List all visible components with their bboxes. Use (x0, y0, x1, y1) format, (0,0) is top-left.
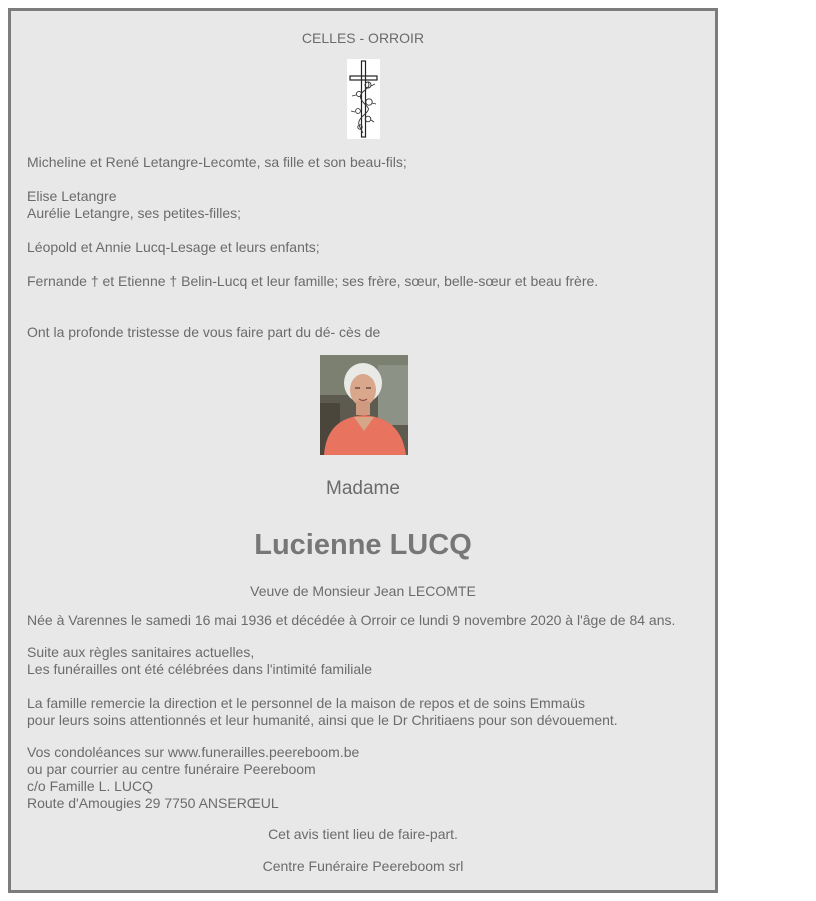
condolences-address: Route d'Amougies 29 7750 ANSERŒUL (27, 795, 279, 811)
family-brother-line: Léopold et Annie Lucq-Lesage et leurs enfants; (27, 239, 320, 255)
deceased-photo (320, 355, 408, 455)
obituary-card (8, 8, 718, 893)
cross-with-roses-icon (347, 59, 380, 139)
funeral-line: Suite aux règles sanitaires actuelles, (27, 644, 255, 660)
funeral-line: Les funérailles ont été célébrées dans l'intimité familiale (27, 661, 373, 677)
announcement-text: Ont la profonde tristesse de vous faire part du dé- cès de (27, 324, 381, 340)
place-heading: CELLES - ORROIR (301, 30, 425, 46)
family-daughter-line: Micheline et René Letangre-Lecomte, sa fille et son beau-fils; (27, 154, 407, 170)
family-siblings-line: Fernande † et Etienne † Belin-Lucq et leur famille; ses frère, sœur, belle-sœur et beau frère. (27, 273, 599, 289)
deceased-name: Lucienne LUCQ (254, 529, 472, 561)
thanks-line: pour leurs soins attentionnés et leur humanité, ainsi que le Dr Chritiaens pour son dévouement. (27, 712, 618, 728)
birth-death-dates: Née à Varennes le samedi 16 mai 1936 et décédée à Orroir ce lundi 9 novembre 2020 à l'âge de 84 ans. (27, 612, 676, 628)
notice-text: Cet avis tient lieu de faire-part. (268, 826, 458, 842)
widow-of-line: Veuve de Monsieur Jean LECOMTE (250, 583, 476, 599)
family-granddaughter-line: Aurélie Letangre, ses petites-filles; (27, 205, 241, 221)
family-granddaughter-line: Elise Letangre (27, 188, 117, 204)
condolences-line: c/o Famille L. LUCQ (27, 778, 154, 794)
funeral-home-name: Centre Funéraire Peereboom srl (262, 858, 464, 874)
condolences-line: ou par courrier au centre funéraire Peereboom (27, 761, 316, 777)
condolences-line: Vos condoléances sur www.funerailles.peereboom.be (27, 744, 360, 760)
thanks-line: La famille remercie la direction et le personnel de la maison de repos et de soins Emmaüs (27, 695, 585, 711)
honorific-title: Madame (326, 478, 400, 499)
